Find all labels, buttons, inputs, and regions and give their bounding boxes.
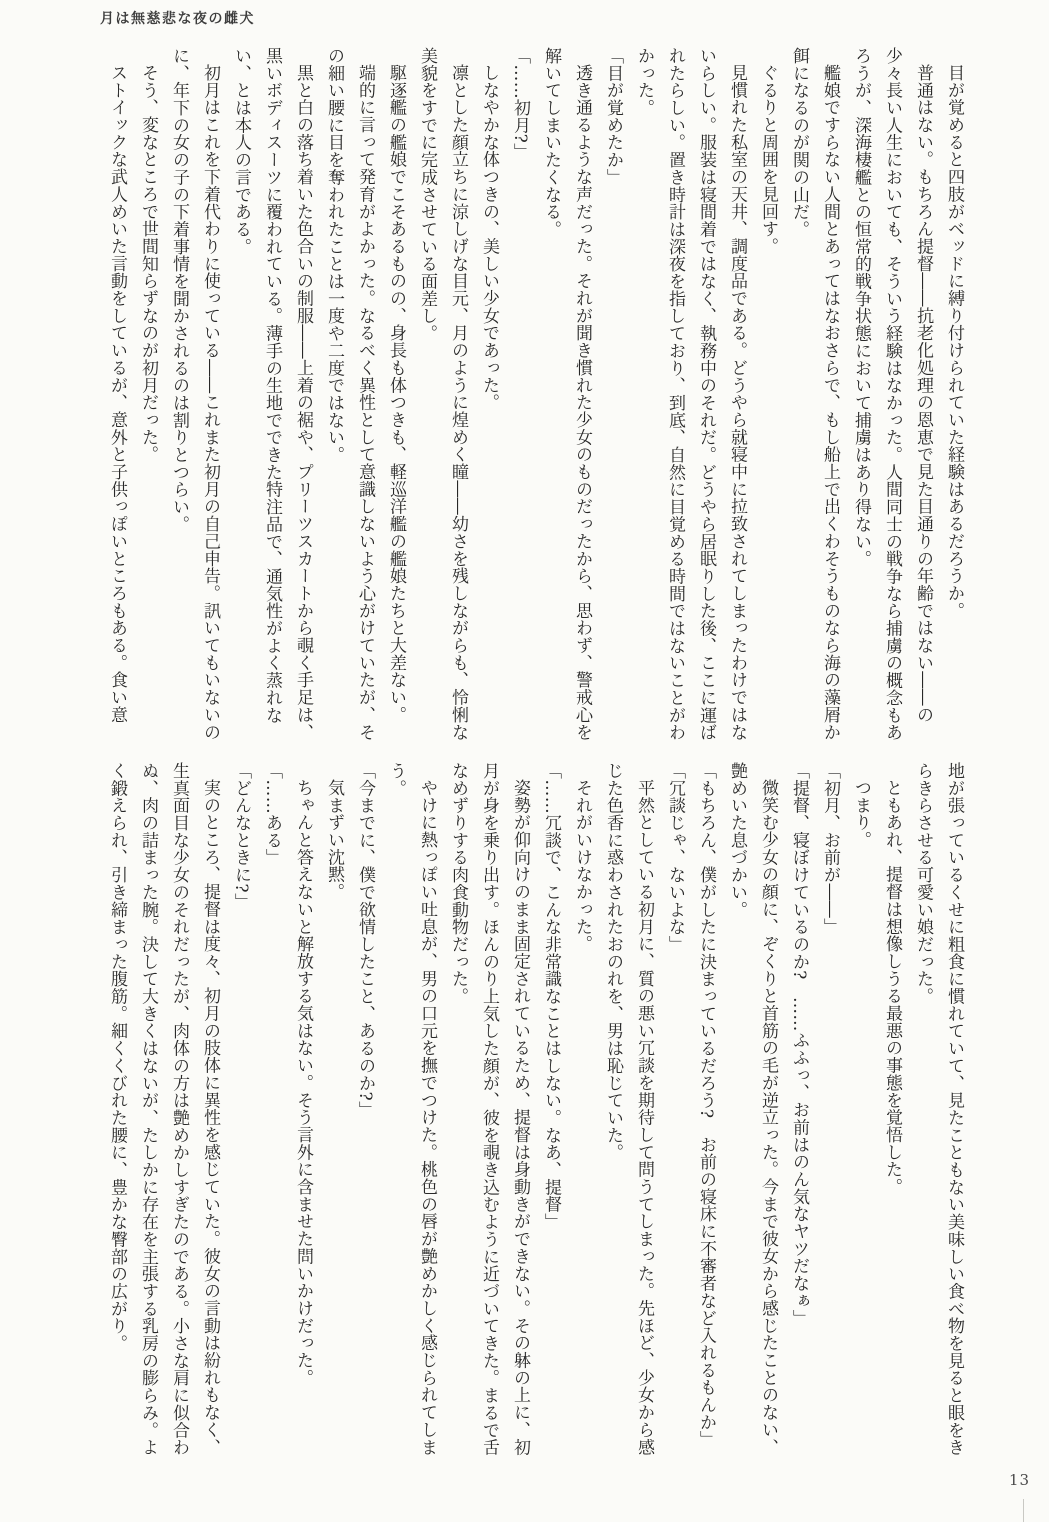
paragraph: 「……初月?」 — [510, 47, 530, 161]
paragraph: 艦娘ですらない人間とあってはなおさらで、もし船上で出くわそうものなら海の藻屑か餌になるのが関の山だ。 — [789, 47, 840, 741]
paragraph: そう、変なところで世間知らずなのが初月だった。 — [138, 64, 158, 464]
paragraph: 「もちろん、僕がしたに決まっているだろう? お前の寝床に不審者など入れるもんか」 — [696, 762, 716, 1449]
paragraph: 「……冗談で、こんな非常識なことはしない。なあ、提督」 — [541, 762, 561, 1231]
paragraph: 駆逐艦の艦娘でこそあるものの、身長も体つきも、軽巡洋艦の艦娘たちと大差ない。 — [386, 64, 406, 724]
paragraph: 初月はこれを下着代わりに使っている――これまた初月の自己申告。訊いてもいないのに、年下の女の子の下着事情を聞かされるのは割りとつらい。 — [169, 47, 220, 741]
paragraph: 見慣れた私室の天井、調度品である。どうやら就寝中に拉致されてしまったわけではないらしい。服装は寝間着ではなく、執務中のそれだ。どうやら居眠りした後、ここに運ばれたらしい。置き時計は深夜を指しており、到底、自然に目覚める時間ではないことがわかった。 — [634, 47, 747, 741]
paragraph: やけに熱っぽい吐息が、男の口元を撫でつけた。桃色の唇が艶めかしく感じられてしまう。 — [386, 762, 437, 1456]
paragraph: 「……ある」 — [262, 762, 282, 867]
paragraph: 「提督、寝ぼけているのか? ……ふふっ、お前はのん気なヤツだなぁ」 — [789, 762, 809, 1327]
paragraph: ストイックな武人めいた言動をしているが、意外と子供っぽいところもある。食い意 — [107, 64, 127, 724]
paragraph: 凛とした顔立ちに涼しげな目元、月のように煌めく瞳――幼さを残しながらも、怜悧な美貌をすでに完成させている面差し。 — [417, 47, 468, 741]
paragraph: 普通はない。もちろん提督――抗老化処理の恩恵で見た目通りの年齢ではない――の少々長い人生においても、そういう経験はなかった。人間同士の戦争なら捕虜の概念もあろうが、深海棲艦との恒常的戦争状態において捕虜はあり得ない。 — [851, 47, 933, 741]
paragraph: ともあれ、提督は想像しうる最悪の事態を覚悟した。 — [882, 779, 902, 1196]
paragraph: 目が覚めると四肢がベッドに縛り付けられていた経験はあるだろうか。 — [944, 64, 964, 620]
paragraph: しなやかな体つきの、美しい少女であった。 — [479, 64, 499, 411]
paragraph: 黒と白の落ち着いた色合いの制服――上着の裾や、プリーツスカートから覗く手足は、黒いボディスーツに覆われている。薄手の生地でできた特注品で、通気性がよく蒸れない、とは本人の言である。 — [231, 47, 313, 741]
paragraph: 「今までに、僕で欲情したこと、あるのか?」 — [355, 762, 375, 1119]
running-header-title: 月は無慈悲な夜の雌犬 — [100, 10, 255, 26]
paragraph: 実のところ、提督は度々、初月の肢体に異性を感じていた。彼女の言動は紛れもなく、生真面目な少女のそれだったが、肉体の方は艶めかしすぎたのである。小さな肩に似合わぬ、肉の詰まった腕。決して大きくはないが、たしかに存在を主張する乳房の膨らみ。よく鍛えられ、引き締まった腹筋。細くくびれた腰に、豊かな臀部の広がり。 — [107, 762, 220, 1456]
paragraph: ぐるりと周囲を見回す。 — [758, 64, 778, 255]
paragraph: それがいけなかった。 — [572, 779, 592, 953]
text-block-bottom — [97, 762, 969, 1462]
paragraph: 「冗談じゃ、ないよな」 — [665, 762, 685, 953]
paragraph: 平然としている初月に、質の悪い冗談を期待して問うてしまった。先ほど、少女から感じた色香に惑わされたおのれを、男は恥じていた。 — [603, 762, 654, 1456]
paragraph: ちゃんと答えないと解放する気はない。そう言外に含ませた問いかけだった。 — [293, 779, 313, 1387]
paragraph: 「目が覚めたか」 — [603, 47, 623, 186]
paragraph: つまり。 — [851, 779, 871, 849]
paragraph: 「初月、お前が――」 — [820, 762, 840, 936]
page-number: 13 — [1009, 1471, 1031, 1489]
paragraph: 透き通るような声だった。それが聞き慣れた少女のものだったから、思わず、警戒心を解いてしまいたくなる。 — [541, 47, 592, 741]
text-block-top — [97, 47, 969, 747]
paragraph: 端的に言って発育がよかった。なるべく異性として意識しないよう心がけていたが、その細い腰に目を奪われたことは一度や二度ではない。 — [324, 47, 375, 741]
paragraph: 気まずい沈黙。 — [324, 779, 344, 901]
paragraph: 「どんなときに?」 — [231, 762, 251, 911]
paragraph: 微笑む少女の顔に、ぞくりと首筋の毛が逆立った。今まで彼女から感じたことのない、艶めいた息づかい。 — [727, 762, 778, 1456]
paragraph: 姿勢が仰向けのまま固定されているため、提督は身動きができない。その躰の上に、初月が身を乗り出す。ほんのり上気した顔が、彼を覗き込むように近づいてきた。まるで舌なめずりする肉食動物だった。 — [448, 762, 530, 1456]
paragraph: 地が張っているくせに粗食に慣れていて、見たこともない美味しい食べ物を見ると眼をきらきらさせる可愛い娘だった。 — [913, 762, 964, 1456]
page-edge-line — [1023, 1499, 1024, 1522]
